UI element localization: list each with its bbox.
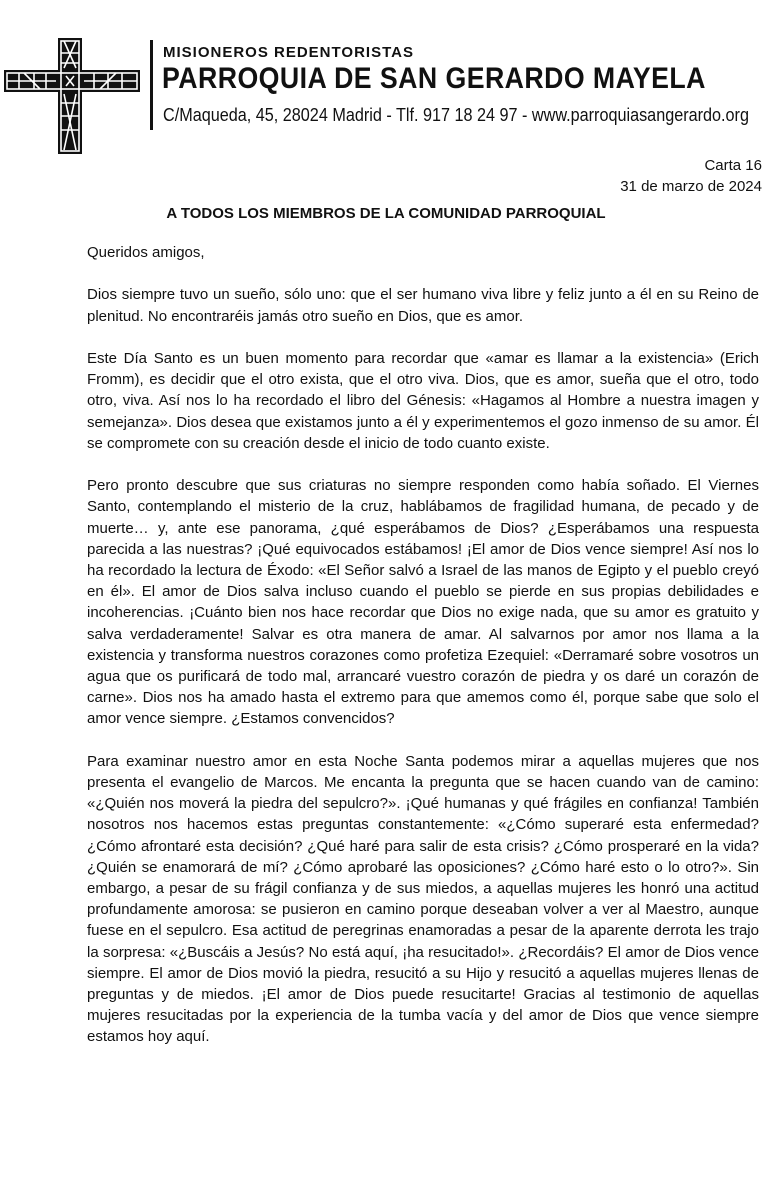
letter-date: 31 de marzo de 2024 [620,178,762,195]
cross-icon [4,38,140,154]
letter-meta [620,155,762,197]
paragraph: Este Día Santo es un buen momento para recordar que «amar es llamar a la existencia» (Erich Fromm), es decidir que el otro exista, que el otro viva. Dios, que es amor, sueña que el otro, todo otro, viva. Así nos lo ha recordado el libro del Génesis: «Hagamos al Hombre a nuestra imagen y semejanza». Dios desea que existamos junto a él y experimentemos el gozo inmenso de su amor. Él se compromete con su creación desde el inicio de todo cuanto existe. [87,349,759,452]
paragraph: Dios siempre tuvo un sueño, sólo uno: que el ser humano viva libre y feliz junto a él en su Reino de plenitud. No encontraréis jamás otro sueño en Dios, que es amor. [87,286,759,325]
address-line: C/Maqueda, 45, 28024 Madrid - Tlf. 917 18 24 97 - www.parroquiasangerardo.org [163,105,749,125]
letter-heading: A TODOS LOS MIEMBROS DE LA COMUNIDAD PARROQUIAL [166,205,606,222]
salutation: Queridos amigos, [87,244,205,261]
letter-body [87,242,759,1048]
letterhead-divider [150,40,153,130]
letter-number: Carta 16 [704,157,762,174]
org-name: MISIONEROS REDENTORISTAS [163,44,414,61]
parish-name: PARROQUIA DE SAN GERARDO MAYELA [162,62,706,95]
paragraph: Pero pronto descubre que sus criaturas no siempre responden como había soñado. El Viernes Santo, contemplando el misterio de la cruz, hablábamos de fragilidad humana, de pecado y de muerte… y, ante ese panorama, ¿qué esperábamos de Dios? ¿Esperábamos una respuesta parecida a las nuestras? ¡Qué equivocados estábamos! ¡El amor de Dios vence siempre! Así nos lo ha recordado la lectura de Éxodo: «El Señor salvó a Israel de las manos de Egipto y el pueblo creyó en él». El amor de Dios salva incluso cuando el pueblo se pierde en sus propias debilidades e incoherencias. ¡Cuánto bien nos hace recordar que Dios no exige nada, que su amor es gratuito y salva verdaderamente! Salvar es otra manera de amar. Al salvarnos por amor nos llama a la existencia y transforma nuestros corazones como profetiza Ezequiel: «Derramaré sobre vosotros un agua que os purificará de todo mal, arrancaré vuestro corazón de piedra y os daré un corazón de carne». Dios nos ha amado hasta el extremo para que amemos como él, porque sabe que solo el amor vence siempre. ¿Estamos convencidos? [87,477,759,728]
paragraph: Para examinar nuestro amor en esta Noche Santa podemos mirar a aquellas mujeres que nos presenta el evangelio de Marcos. Me encanta la pregunta que se hacen cuando van de camino: «¿Quién nos moverá la piedra del sepulcro?». ¡Qué humanas y qué frágiles en confianza! También nosotros nos hacemos estas preguntas constantemente: «¿Cómo superaré esta enfermedad? ¿Cómo afrontaré esta decisión? ¿Qué haré para salir de esta crisis? ¿Cómo prosperaré en la vida? ¿Quién se enamorará de mí? ¿Cómo aprobaré las oposiciones? ¿Cómo haré esto o lo otro?». Sin embargo, a pesar de su frágil confianza y de sus miedos, a aquellas mujeres les honró una actitud profundamente amorosa: se pusieron en camino porque deseaban volver a ver al Maestro, aunque fuese en el sepulcro. Esa actitud de peregrinas enamoradas a pesar de la aparente derrota les trajo la sorpresa: «¿Buscáis a Jesús? No está aquí, ¡ha resucitado!». ¿Recordáis? El amor de Dios vence siempre. El amor de Dios movió la piedra, resucitó a su Hijo y resucitó a aquellas mujeres llenas de preguntas y de miedos. ¡El amor de Dios puede resucitarte! Gracias al testimonio de aquellas mujeres resucitadas por la experiencia de la tumba vacía y del amor de Dios que vence siempre estamos hoy aquí. [87,752,759,1046]
letterhead [0,0,772,140]
